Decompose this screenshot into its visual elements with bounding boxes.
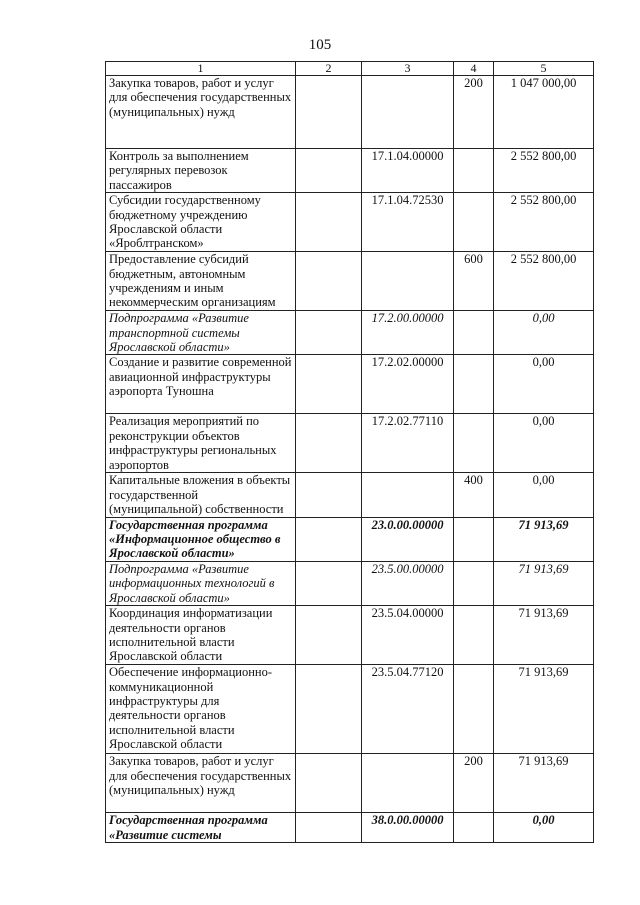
row-name-cell: Закупка товаров, работ и услуг для обеспечения государственных (муниципальных) нужд xyxy=(106,754,296,813)
row-type-cell: 200 xyxy=(454,754,494,813)
row-type-cell xyxy=(454,561,494,605)
row-amount-cell: 71 913,69 xyxy=(494,665,594,754)
table-row xyxy=(106,311,594,355)
budget-table xyxy=(105,61,594,843)
column-header-4: 4 xyxy=(454,62,494,76)
row-amount-cell: 1 047 000,00 xyxy=(494,76,594,149)
row-amount-cell: 0,00 xyxy=(494,414,594,473)
row-col2-cell xyxy=(296,473,362,517)
row-code-cell xyxy=(362,473,454,517)
row-col2-cell xyxy=(296,813,362,843)
row-type-cell: 600 xyxy=(454,252,494,311)
row-code-cell: 38.0.00.00000 xyxy=(362,813,454,843)
row-amount-cell: 0,00 xyxy=(494,355,594,414)
row-type-cell xyxy=(454,665,494,754)
table-header-row xyxy=(106,62,594,76)
table-row xyxy=(106,813,594,843)
table-row xyxy=(106,606,594,665)
row-code-cell xyxy=(362,252,454,311)
row-amount-cell: 0,00 xyxy=(494,813,594,843)
row-name-cell: Подпрограмма «Развитие информационных технологий в Ярославской области» xyxy=(106,561,296,605)
row-col2-cell xyxy=(296,414,362,473)
table-row xyxy=(106,252,594,311)
row-amount-cell: 0,00 xyxy=(494,311,594,355)
row-code-cell xyxy=(362,754,454,813)
row-amount-cell: 2 552 800,00 xyxy=(494,149,594,193)
column-header-5: 5 xyxy=(494,62,594,76)
row-code-cell: 17.2.00.00000 xyxy=(362,311,454,355)
table-row xyxy=(106,665,594,754)
column-header-1: 1 xyxy=(106,62,296,76)
table-row xyxy=(106,193,594,252)
row-col2-cell xyxy=(296,311,362,355)
row-code-cell xyxy=(362,76,454,149)
row-col2-cell xyxy=(296,665,362,754)
row-code-cell: 17.1.04.00000 xyxy=(362,149,454,193)
row-type-cell: 400 xyxy=(454,473,494,517)
table-row xyxy=(106,517,594,561)
row-type-cell xyxy=(454,517,494,561)
row-type-cell xyxy=(454,606,494,665)
page-number: 105 xyxy=(308,37,332,53)
row-amount-cell: 0,00 xyxy=(494,473,594,517)
row-name-cell: Закупка товаров, работ и услуг для обеспечения государственных (муниципальных) нужд xyxy=(106,76,296,149)
row-amount-cell: 71 913,69 xyxy=(494,561,594,605)
row-name-cell: Субсидии государственному бюджетному учреждению Ярославской области «Яроблтранском» xyxy=(106,193,296,252)
column-header-3: 3 xyxy=(362,62,454,76)
row-col2-cell xyxy=(296,517,362,561)
table-row xyxy=(106,754,594,813)
row-type-cell xyxy=(454,193,494,252)
row-col2-cell xyxy=(296,606,362,665)
row-code-cell: 17.2.02.00000 xyxy=(362,355,454,414)
row-name-cell: Создание и развитие современной авиационной инфраструктуры аэропорта Туношна xyxy=(106,355,296,414)
table-row xyxy=(106,473,594,517)
row-code-cell: 23.0.00.00000 xyxy=(362,517,454,561)
row-code-cell: 23.5.00.00000 xyxy=(362,561,454,605)
row-col2-cell xyxy=(296,252,362,311)
row-col2-cell xyxy=(296,149,362,193)
row-amount-cell: 71 913,69 xyxy=(494,517,594,561)
row-type-cell xyxy=(454,813,494,843)
row-name-cell: Обеспечение информационно-коммуникационной инфраструктуры для деятельности органов исполнительной власти Ярославской области xyxy=(106,665,296,754)
row-type-cell: 200 xyxy=(454,76,494,149)
row-col2-cell xyxy=(296,754,362,813)
table-row xyxy=(106,561,594,605)
row-col2-cell xyxy=(296,76,362,149)
row-col2-cell xyxy=(296,193,362,252)
row-name-cell: Государственная программа «Информационное общество в Ярославской области» xyxy=(106,517,296,561)
row-name-cell: Контроль за выполнением регулярных перевозок пассажиров xyxy=(106,149,296,193)
row-name-cell: Координация информатизации деятельности органов исполнительной власти Ярославской области xyxy=(106,606,296,665)
table-row xyxy=(106,414,594,473)
row-code-cell: 17.2.02.77110 xyxy=(362,414,454,473)
row-code-cell: 23.5.04.00000 xyxy=(362,606,454,665)
row-col2-cell xyxy=(296,561,362,605)
table-row xyxy=(106,76,594,149)
row-amount-cell: 71 913,69 xyxy=(494,754,594,813)
row-type-cell xyxy=(454,414,494,473)
row-code-cell: 17.1.04.72530 xyxy=(362,193,454,252)
row-amount-cell: 2 552 800,00 xyxy=(494,252,594,311)
column-header-2: 2 xyxy=(296,62,362,76)
row-type-cell xyxy=(454,355,494,414)
table-row xyxy=(106,355,594,414)
row-name-cell: Реализация мероприятий по реконструкции объектов инфраструктуры региональных аэропортов xyxy=(106,414,296,473)
row-type-cell xyxy=(454,149,494,193)
row-name-cell: Капитальные вложения в объекты государственной (муниципальной) собственности xyxy=(106,473,296,517)
row-name-cell: Государственная программа «Развитие системы xyxy=(106,813,296,843)
row-amount-cell: 2 552 800,00 xyxy=(494,193,594,252)
table-row xyxy=(106,149,594,193)
row-type-cell xyxy=(454,311,494,355)
row-name-cell: Подпрограмма «Развитие транспортной системы Ярославской области» xyxy=(106,311,296,355)
row-code-cell: 23.5.04.77120 xyxy=(362,665,454,754)
row-amount-cell: 71 913,69 xyxy=(494,606,594,665)
row-col2-cell xyxy=(296,355,362,414)
row-name-cell: Предоставление субсидий бюджетным, автономным учреждениям и иным некоммерческим организациям xyxy=(106,252,296,311)
